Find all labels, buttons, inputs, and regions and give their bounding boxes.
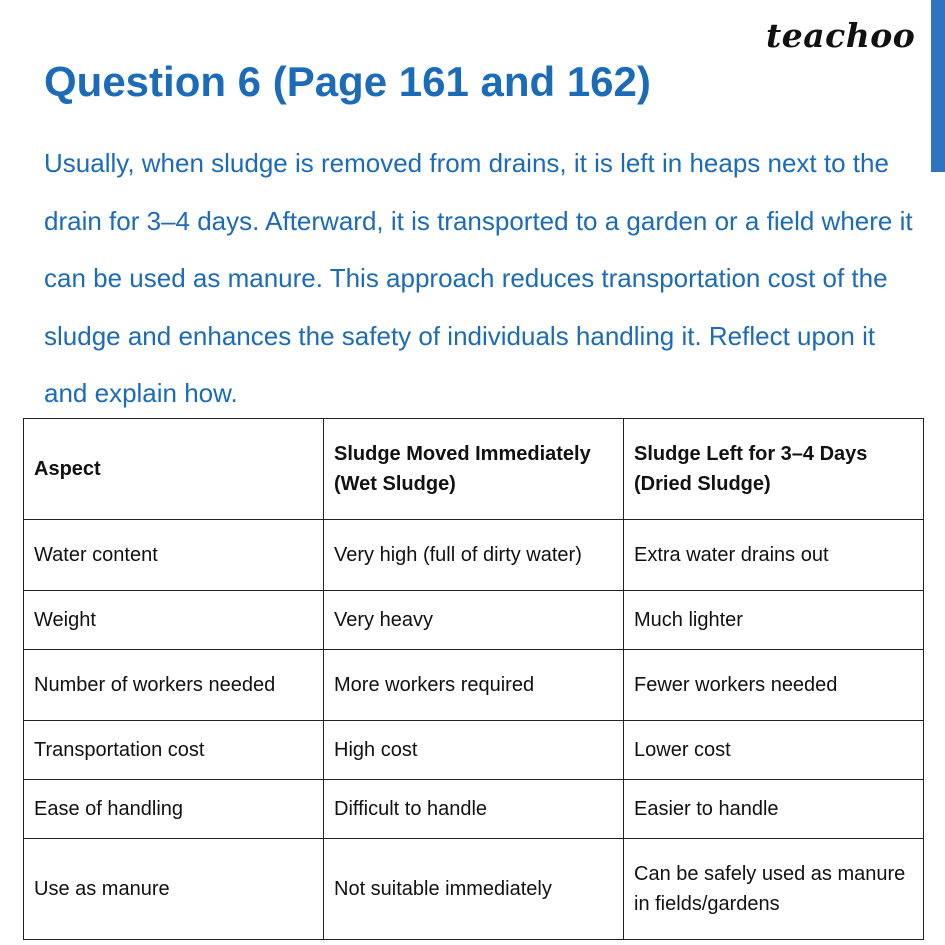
question-text: Usually, when sludge is removed from drains, it is left in heaps next to the drain for 3–4 days. Afterward, it is transported to a garden or a field where it can be used as manure. This approach reduces transportation cost of the sludge and enhances the safety of individuals handling it. Reflect upon it and explain how. (44, 148, 913, 408)
accent-bar (931, 0, 945, 172)
table-header-row (24, 419, 924, 520)
table-cell-wet: High cost (324, 721, 624, 780)
table-row (24, 839, 924, 940)
table-cell-wet: More workers required (324, 650, 624, 721)
table-cell-aspect: Number of workers needed (24, 650, 324, 721)
table-cell-wet: Difficult to handle (324, 780, 624, 839)
table-cell-dried: Much lighter (624, 591, 924, 650)
table-row (24, 591, 924, 650)
table-cell-dried: Fewer workers needed (624, 650, 924, 721)
table-cell-dried: Extra water drains out (624, 520, 924, 591)
header-dried-sludge: Sludge Left for 3–4 Days (Dried Sludge) (624, 419, 924, 520)
table-cell-aspect: Use as manure (24, 839, 324, 940)
table-cell-aspect: Weight (24, 591, 324, 650)
table-row (24, 780, 924, 839)
comparison-table (23, 418, 924, 940)
table-cell-aspect: Transportation cost (24, 721, 324, 780)
table-cell-dried: Easier to handle (624, 780, 924, 839)
table-cell-wet: Very high (full of dirty water) (324, 520, 624, 591)
table-cell-dried: Can be safely used as manure in fields/gardens (624, 839, 924, 940)
table-cell-aspect: Ease of handling (24, 780, 324, 839)
table-cell-dried: Lower cost (624, 721, 924, 780)
header-wet-sludge: Sludge Moved Immediately (Wet Sludge) (324, 419, 624, 520)
table-cell-wet: Very heavy (324, 591, 624, 650)
page-title: Question 6 (Page 161 and 162) (44, 58, 651, 105)
table-row (24, 520, 924, 591)
table-row (24, 721, 924, 780)
table-row (24, 650, 924, 721)
table-cell-wet: Not suitable immediately (324, 839, 624, 940)
header-aspect: Aspect (24, 419, 324, 520)
teachoo-logo: teachoo (766, 16, 916, 55)
table-cell-aspect: Water content (24, 520, 324, 591)
